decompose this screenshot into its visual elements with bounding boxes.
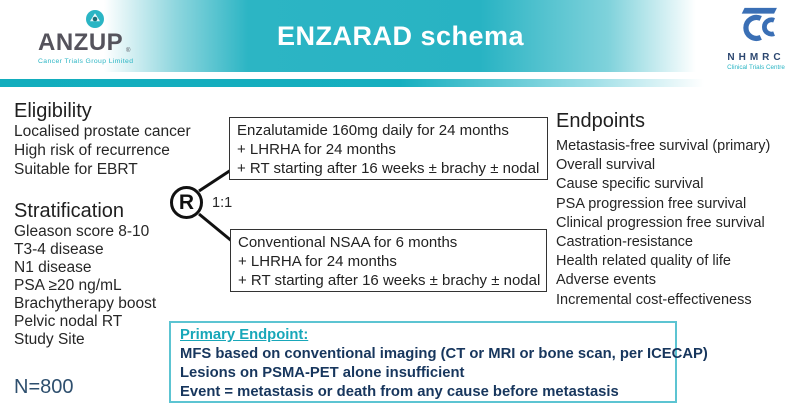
header-accent-stripe [0, 79, 800, 87]
page-title: ENZARAD schema [277, 21, 525, 51]
stratification-heading: Stratification [14, 200, 125, 222]
endpoint-item: Overall survival [556, 157, 656, 174]
primary-endpoint-line: Event = metastasis or death from any cause before metastasis [180, 384, 619, 400]
sample-size-label: N=800 [14, 376, 74, 398]
eligibility-list [14, 122, 191, 179]
stratification-item: Study Site [14, 331, 85, 348]
primary-endpoint-heading: Primary Endpoint: [180, 327, 309, 343]
anzup-registered-mark: ® [126, 48, 131, 54]
nhmrc-ctc-icon [714, 6, 798, 51]
arm-line: + LHRHA for 24 months [237, 141, 396, 158]
arm-box-enzalutamide [229, 117, 548, 180]
nhmrc-wordmark: NHMRC [727, 52, 785, 63]
arm-line: Conventional NSAA for 6 months [238, 234, 458, 251]
arm-line: + RT starting after 16 weeks ± brachy ± nodal [237, 160, 540, 177]
anzup-tagline: Cancer Trials Group Limited [38, 58, 134, 65]
endpoint-item: PSA progression free survival [556, 195, 747, 212]
eligibility-heading: Eligibility [14, 100, 92, 122]
stratification-item: PSA ≥20 ng/mL [14, 277, 122, 294]
stratification-item: T3-4 disease [14, 241, 104, 258]
stratification-item: Brachytherapy boost [14, 295, 157, 312]
endpoints-list [556, 137, 770, 310]
primary-endpoint-line: MFS based on conventional imaging (CT or MRI or bone scan, per ICECAP) [180, 346, 708, 362]
anzup-wordmark: ANZUP [38, 29, 124, 56]
anzup-pinwheel-icon [86, 10, 104, 28]
endpoint-item: Castration-resistance [556, 233, 693, 250]
stratification-item: N1 disease [14, 259, 92, 276]
eligibility-item: Localised prostate cancer [14, 123, 191, 140]
anzup-logo [14, 8, 134, 70]
endpoint-item: Cause specific survival [556, 176, 704, 193]
stratification-item: Pelvic nodal RT [14, 313, 123, 330]
primary-endpoint-line: Lesions on PSMA-PET alone insufficient [180, 365, 465, 381]
stratification-item: Gleason score 8-10 [14, 223, 150, 240]
endpoint-item: Incremental cost-effectiveness [556, 291, 752, 308]
endpoints-heading: Endpoints [556, 110, 645, 132]
endpoint-item: Health related quality of life [556, 253, 731, 270]
stratification-list [14, 223, 156, 349]
arm-box-conventional-nsaa [230, 229, 547, 292]
randomization-ratio: 1:1 [212, 195, 233, 211]
eligibility-item: High risk of recurrence [14, 142, 170, 159]
nhmrc-tagline: Clinical Trials Centre [727, 64, 785, 71]
nhmrc-logo [714, 6, 798, 71]
endpoint-item: Adverse events [556, 272, 656, 289]
eligibility-item: Suitable for EBRT [14, 161, 138, 178]
arm-line: Enzalutamide 160mg daily for 24 months [237, 122, 509, 139]
arm-line: + LHRHA for 24 months [238, 253, 397, 270]
randomization-symbol: R [170, 186, 203, 219]
endpoint-item: Clinical progression free survival [556, 214, 765, 231]
endpoint-item: Metastasis-free survival (primary) [556, 138, 771, 154]
primary-endpoint-box [169, 321, 708, 403]
arm-line: + RT starting after 16 weeks ± brachy ± nodal [238, 272, 541, 289]
